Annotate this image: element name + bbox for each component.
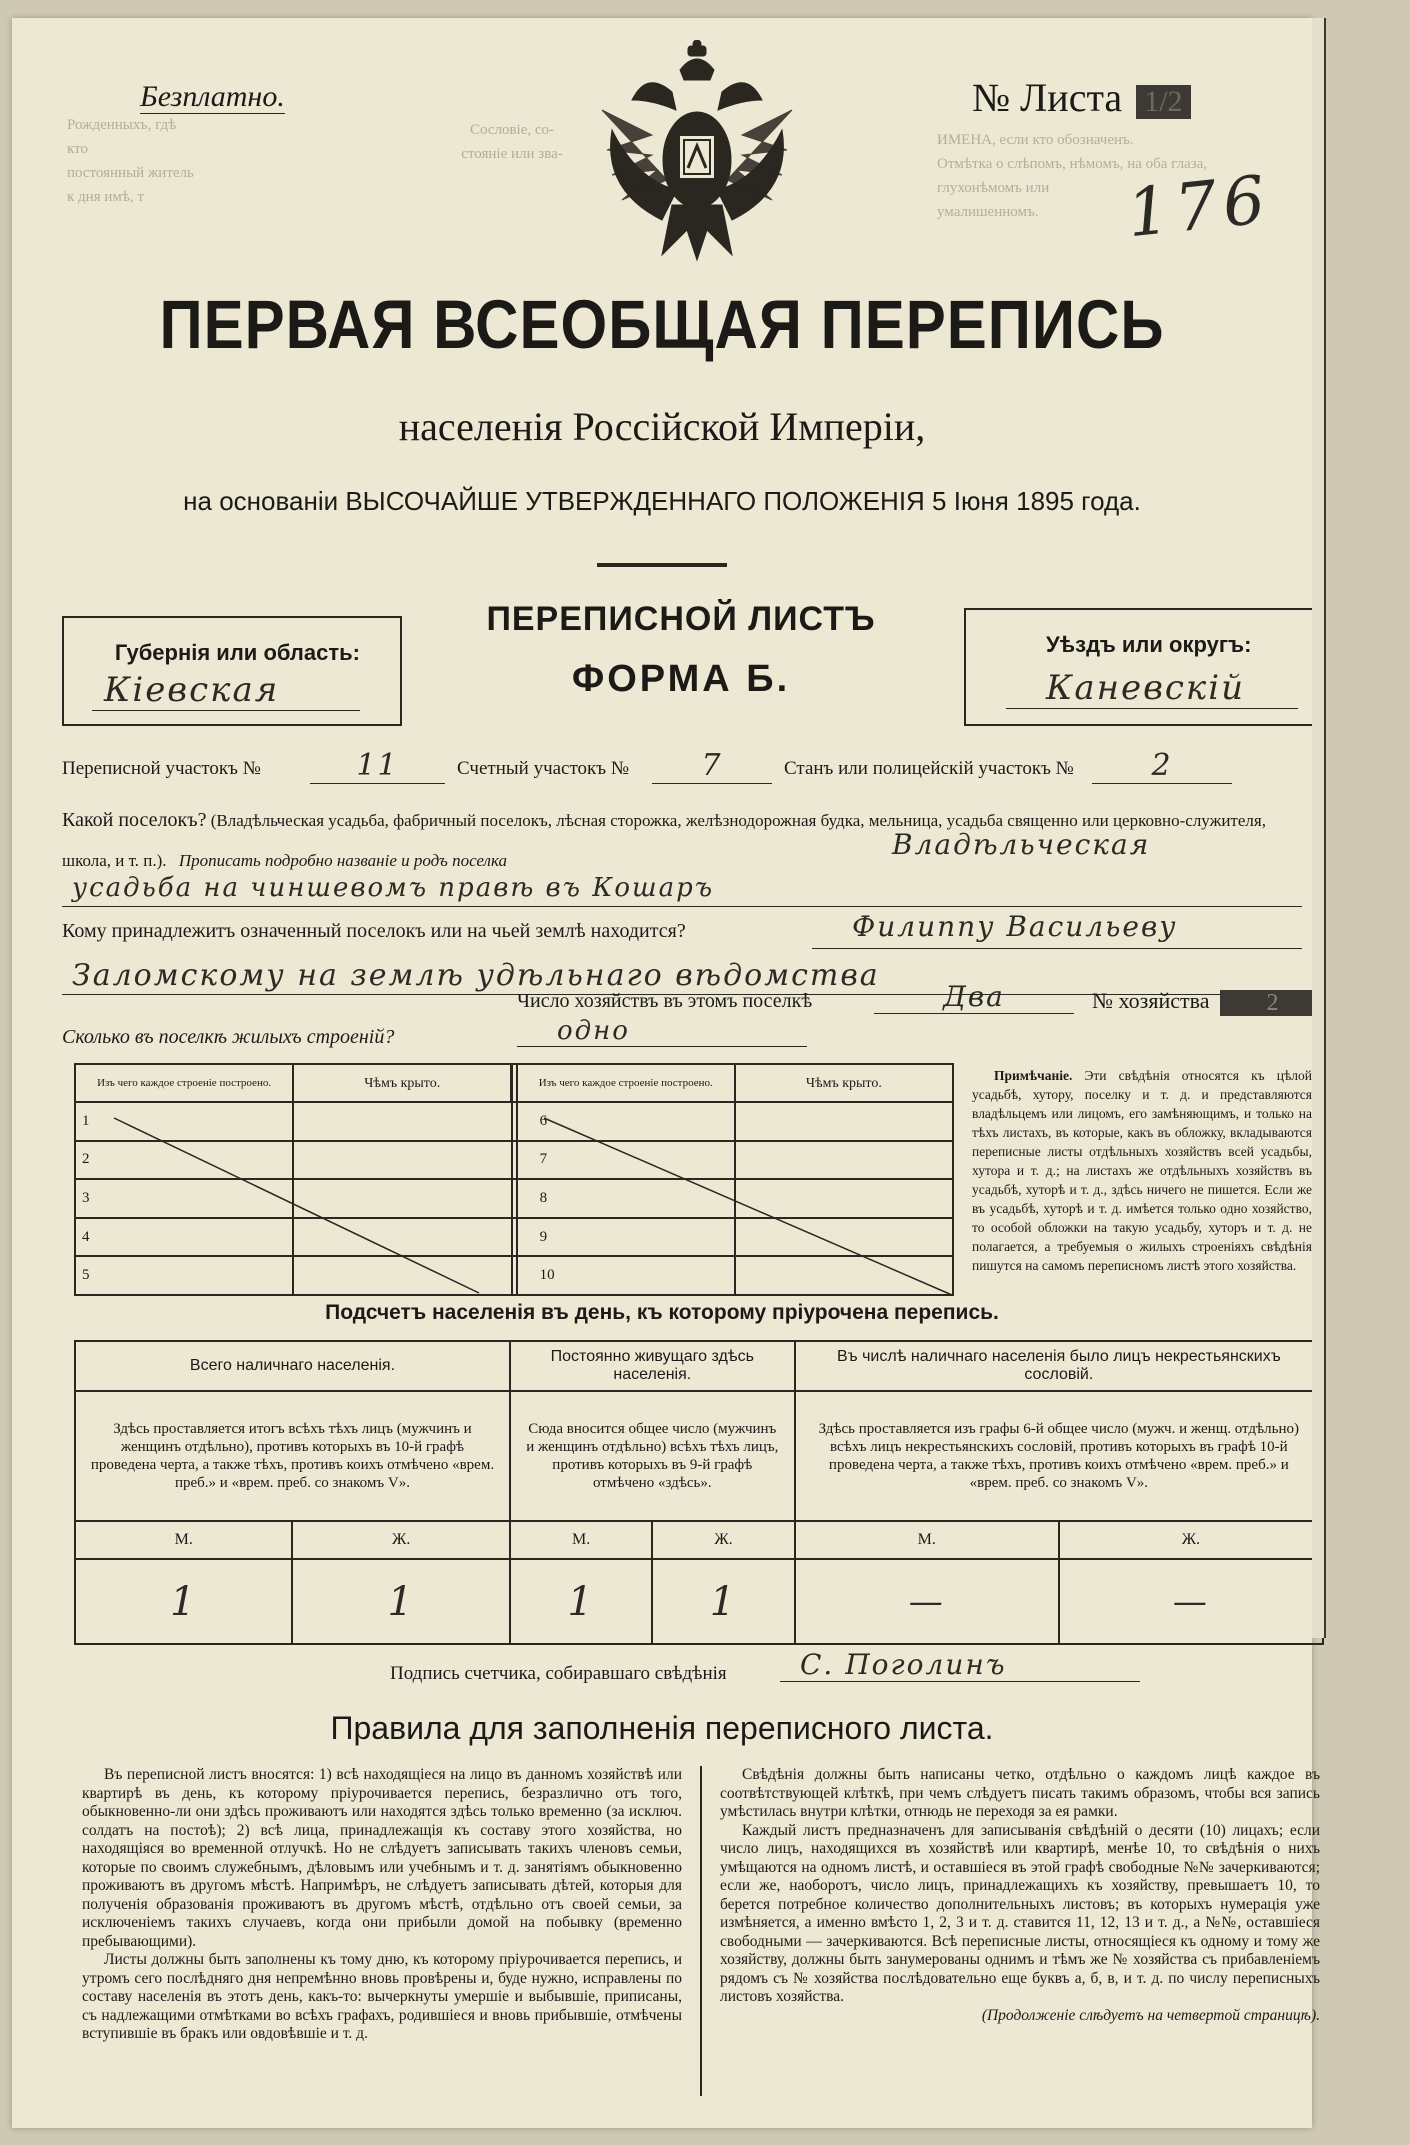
permanent-population-desc: Сюда вносится общее число (мужчинъ и женщинъ отдѣльно) всѣхъ тѣхъ лицъ, противъ которыхъ въ 9-й графѣ отмѣчено «здѣсь». (510, 1391, 795, 1521)
rules-paragraph: Въ переписной листъ вносятся: 1) всѣ находящіеся на лицо въ данномъ хозяйствѣ или квартирѣ въ день, къ которому пріурочивается перепись, безразлично отъ того, обыкновенно-ли они здѣсь проживаютъ или находятся здѣсь только временно (за исключ. солдатъ на постоѣ); 2) всѣ лица, принадлежащія къ составу этого хозяйства, но находящіяся во временной отлучкѣ. Но не слѣдуетъ записывать такихъ членовъ семьи, которые по своимъ служебнымъ, дѣловымъ или учебнымъ и т. д. занятіямъ обыкновенно проживаютъ въ другомъ мѣстѣ. Напримѣръ, не слѣдуетъ записывать дѣтей, которыя для полученія образованія проживаютъ въ другомъ мѣстѣ, отдѣльно отъ своей семьи, за исключеніемъ такихъ случаевъ, когда они прибыли домой на побывку (временно пребывающими). (82, 1766, 682, 1950)
bleed-text: Отмѣтка о слѣпомъ, нѣмомъ, на оба глаза, глухонѣмомъ или (937, 156, 1208, 196)
row-num: 9 (517, 1218, 735, 1257)
buildings-label: Сколько въ поселкѣ жилыхъ строеній? (62, 1026, 395, 1048)
bleed-text: умалишенномъ. (937, 204, 1039, 220)
rules-paragraph: Листы должны быть заполнены къ тому дню, къ которому пріурочивается перепись, и утромъ сего послѣдняго дня непремѣнно вновь провѣрены и, буде нужно, исправлены по составу населенія въ этотъ день, какъ-то: вычеркнуты умершіе и выбывшіе, приписаны, съ надлежащими отмѣтками во всѣхъ графахъ, родившіеся и вновь прибывшіе, отмѣчены вступившіе въ бракъ или овдовѣвшіе и т. д. (82, 1951, 682, 2042)
bleed-through-left (67, 113, 197, 209)
sheet-title: ПЕРЕПИСНОЙ ЛИСТЪ (486, 600, 876, 638)
settlement-line-2 (62, 906, 1302, 907)
non-peasant-female-value: — (1059, 1559, 1323, 1644)
col-roof-header-left: Чѣмъ крыто. (293, 1064, 512, 1102)
total-male-value: 1 (75, 1559, 292, 1644)
signature-value: С. Поголинъ (780, 1648, 1140, 1682)
bleed-text: ИМЕНА, если кто обозначенъ. (937, 132, 1134, 148)
rules-paragraph: Каждый листъ предназначенъ для записыванія свѣдѣній о десяти (10) лицахъ; если число лицъ, находящихся въ хозяйствѣ или квартирѣ, менѣе 10, то свѣдѣнія о нихъ умѣщаются на одномъ листѣ, и оставшіеся въ этой графѣ свободные №№ зачеркиваются; если же, наоборотъ, число лицъ, принадлежащихъ къ хозяйству, превышаетъ 10, то берется потребное количество дополнительныхъ листовъ; въ которыхъ нумерація уже измѣняется, а именно вмѣсто 1, 2, 3 и т. д. ставится 11, 12, 13 и т. д., а №№, оставшіеся свободными — зачеркиваются. Всѣ переписные листы, относящіеся къ одному и тому же хозяйству, должны быть занумерованы однимъ и тѣмъ же № хозяйства съ прибавленіемъ рядомъ съ № хозяйства послѣдовательно еще буквъ а, б, в, и т. д. по числу переписныхъ листовъ хозяйства. (720, 1821, 1320, 2005)
basis-line: на основаніи ВЫСОЧАЙШЕ УТВЕРЖДЕННАГО ПОЛОЖЕНІЯ 5 Іюня 1895 года. (183, 486, 1141, 516)
settlement-instruction: Прописать подробно названіе и родъ поселка (178, 851, 507, 870)
guberniya-box (62, 616, 402, 726)
page-edge (1312, 18, 1326, 1638)
imperial-eagle-icon (592, 40, 802, 265)
bleed-text: Сословіе, со- (469, 122, 555, 138)
uezd-underline (1006, 708, 1298, 709)
row-num: 10 (517, 1256, 735, 1295)
owner-value-2: Заломскому на землѣ удѣльнаго вѣдомства (72, 958, 880, 993)
uezd-box (964, 608, 1320, 726)
col-material-header-left: Изъ чего каждое строеніе построено. (75, 1064, 293, 1102)
total-population-title: Всего наличнаго населенія. (75, 1341, 510, 1391)
rules-divider (700, 1766, 702, 2096)
row-num: 6 (517, 1102, 735, 1141)
free-label (140, 80, 285, 114)
permanent-population-title: Постоянно живущаго здѣсь населенія. (510, 1341, 795, 1391)
bleed-text: постоянный житель (67, 165, 194, 181)
household-no-label: № хозяйства (1092, 988, 1210, 1013)
male-header: М. (75, 1521, 292, 1559)
guberniya-value: Кіевская (104, 670, 280, 710)
owner-label: Кому принадлежитъ означенный поселокъ или на чьей землѣ находится? (62, 920, 686, 942)
uezd-value: Каневскій (1046, 668, 1246, 708)
divider (597, 563, 727, 567)
female-header: Ж. (1059, 1521, 1323, 1559)
bleed-through-mid (452, 118, 572, 166)
permanent-female-value: 1 (652, 1559, 794, 1644)
counting-district-value: 7 (652, 748, 772, 784)
note-title: Примѣчаніе. (994, 1068, 1073, 1083)
settlement-value-1: Владѣльческая (892, 828, 1151, 861)
note-text: Эти свѣдѣнія относятся къ цѣлой усадьбѣ, хутору, поселку и т. д. и представляются владѣльцемъ или лицомъ, его замѣняющимъ, и только на тѣхъ листахъ, въ которые, какъ въ обложку, вкладываются переписные листы отдѣльныхъ хозяйствъ всей усадьбы, хутора и т. д.; на листахъ же отдѣльныхъ хозяйствъ въ усадьбѣ, хуторѣ и т. д., здѣсь ничего не пишется. Если же въ усадьбѣ, хуторѣ и т. д. имѣется только одно хозяйство, то особой обложки на такую усадьбу, хуторъ и т. д. не полагается, а требуемыя о жилыхъ строеніяхъ свѣдѣнія пишутся на самомъ переписномъ листѣ этого хозяйства. (972, 1068, 1313, 1273)
bleed-text: стояніе или зва- (461, 146, 563, 162)
household-no-value: 2 (1220, 990, 1325, 1016)
rules-continuation: (Продолженіе слѣдуетъ на четвертой страницѣ). (981, 2006, 1320, 2024)
col-roof-header-right: Чѣмъ крыто. (735, 1064, 953, 1102)
male-header: М. (795, 1521, 1059, 1559)
settlement-value-2: усадьба на чиншевомъ правѣ въ Кошаръ (72, 873, 715, 903)
rules-left-column (82, 1766, 682, 2044)
row-num: 7 (517, 1141, 735, 1180)
bleed-text: Рожденныхъ, гдѣ кто (67, 117, 177, 157)
main-title: ПЕРВАЯ ВСЕОБЩАЯ ПЕРЕПИСЬ (159, 285, 1165, 364)
non-peasant-male-value: — (795, 1559, 1059, 1644)
police-district-label: Станъ или полицейскій участокъ № (784, 758, 1074, 779)
police-district-value: 2 (1092, 748, 1232, 784)
signature-label: Подпись счетчика, собиравшаго свѣдѣнія (390, 1663, 727, 1684)
rules-paragraph: Свѣдѣнія должны быть написаны четко, отдѣльно о каждомъ лицѣ каждое въ соотвѣтствующей клѣткѣ, при чемъ слѣдуетъ писать такимъ образомъ, чтобы вся запись умѣстилась внутри клѣтки, отнюдь не переходя за ея рамки. (720, 1766, 1320, 1820)
population-table (74, 1340, 1324, 1645)
sheet-number-label: № Листа (972, 75, 1123, 120)
col-material-header-right: Изъ чего каждое строеніе построено. (517, 1064, 735, 1102)
row-num: 4 (75, 1218, 293, 1257)
sheet-number-struck: 1/2 (1136, 85, 1190, 119)
female-header: Ж. (292, 1521, 509, 1559)
counting-district-label: Счетный участокъ № (457, 758, 629, 779)
free-label-text: Безплатно. (140, 80, 285, 113)
total-population-desc: Здѣсь проставляется итогъ всѣхъ тѣхъ лицъ (мужчинъ и женщинъ отдѣльно), противъ которыхъ въ 10-й графѣ проведена черта, а также тѣхъ, противъ коихъ отмѣчено «врем. преб.» и «врем. преб. со знакомъ V». (75, 1391, 510, 1521)
row-num: 1 (75, 1102, 293, 1141)
households-value: Два (874, 980, 1074, 1014)
guberniya-label: Губернія или область: (114, 640, 360, 665)
census-district-label: Переписной участокъ № (62, 758, 261, 779)
sheet-number (972, 74, 1191, 121)
note-block (972, 1066, 1312, 1275)
permanent-male-value: 1 (510, 1559, 652, 1644)
row-num: 5 (75, 1256, 293, 1295)
subtitle: населенія Россійской Имперіи, (398, 404, 926, 449)
total-female-value: 1 (292, 1559, 509, 1644)
sheet-number-handwritten: 176 (1123, 160, 1275, 253)
buildings-value: одно (517, 1016, 807, 1047)
non-peasant-title: Въ числѣ наличнаго населенія было лицъ некрестьянскихъ сословій. (795, 1341, 1323, 1391)
settlement-hint: (Владѣльческая усадьба, фабричный поселокъ, лѣсная сторожка, желѣзнодорожная будка, мельница, усадьба священно или церковно-служителя, школа, и т. п.). (62, 811, 1266, 870)
guberniya-underline (92, 710, 360, 711)
rules-title: Правила для заполненія переписного листа. (330, 1710, 994, 1746)
form-name: ФОРМА Б. (571, 658, 791, 700)
non-peasant-desc: Здѣсь проставляется изъ графы 6-й общее число (мужч. и женщ. отдѣльно) всѣхъ лицъ некрестьянскихъ сословій, противъ которыхъ въ графѣ 10-й проведена черта, а также тѣхъ, противъ коихъ отмѣчено «врем. преб.» и «врем. преб. со знакомъ V». (795, 1391, 1323, 1521)
female-header: Ж. (652, 1521, 794, 1559)
uezd-label: Уѣздъ или округъ: (1046, 632, 1252, 657)
census-sheet (12, 18, 1320, 2128)
row-num: 2 (75, 1141, 293, 1180)
row-num: 8 (517, 1179, 735, 1218)
owner-line-1 (812, 948, 1302, 949)
population-heading: Подсчетъ населенія въ день, къ которому пріурочена перепись. (325, 1301, 999, 1324)
row-num: 3 (75, 1179, 293, 1218)
district-row (62, 748, 1302, 788)
census-district-value: 11 (310, 748, 445, 784)
bleed-text: к дня имѣ, т (67, 189, 145, 205)
strike-through-lines (74, 1063, 954, 1296)
owner-value-1: Филиппу Васильеву (852, 910, 1178, 943)
settlement-label: Какой поселокъ? (62, 809, 207, 831)
households-label: Число хозяйствъ въ этомъ поселкѣ (517, 990, 813, 1012)
rules-right-column (720, 1766, 1320, 2025)
male-header: М. (510, 1521, 652, 1559)
